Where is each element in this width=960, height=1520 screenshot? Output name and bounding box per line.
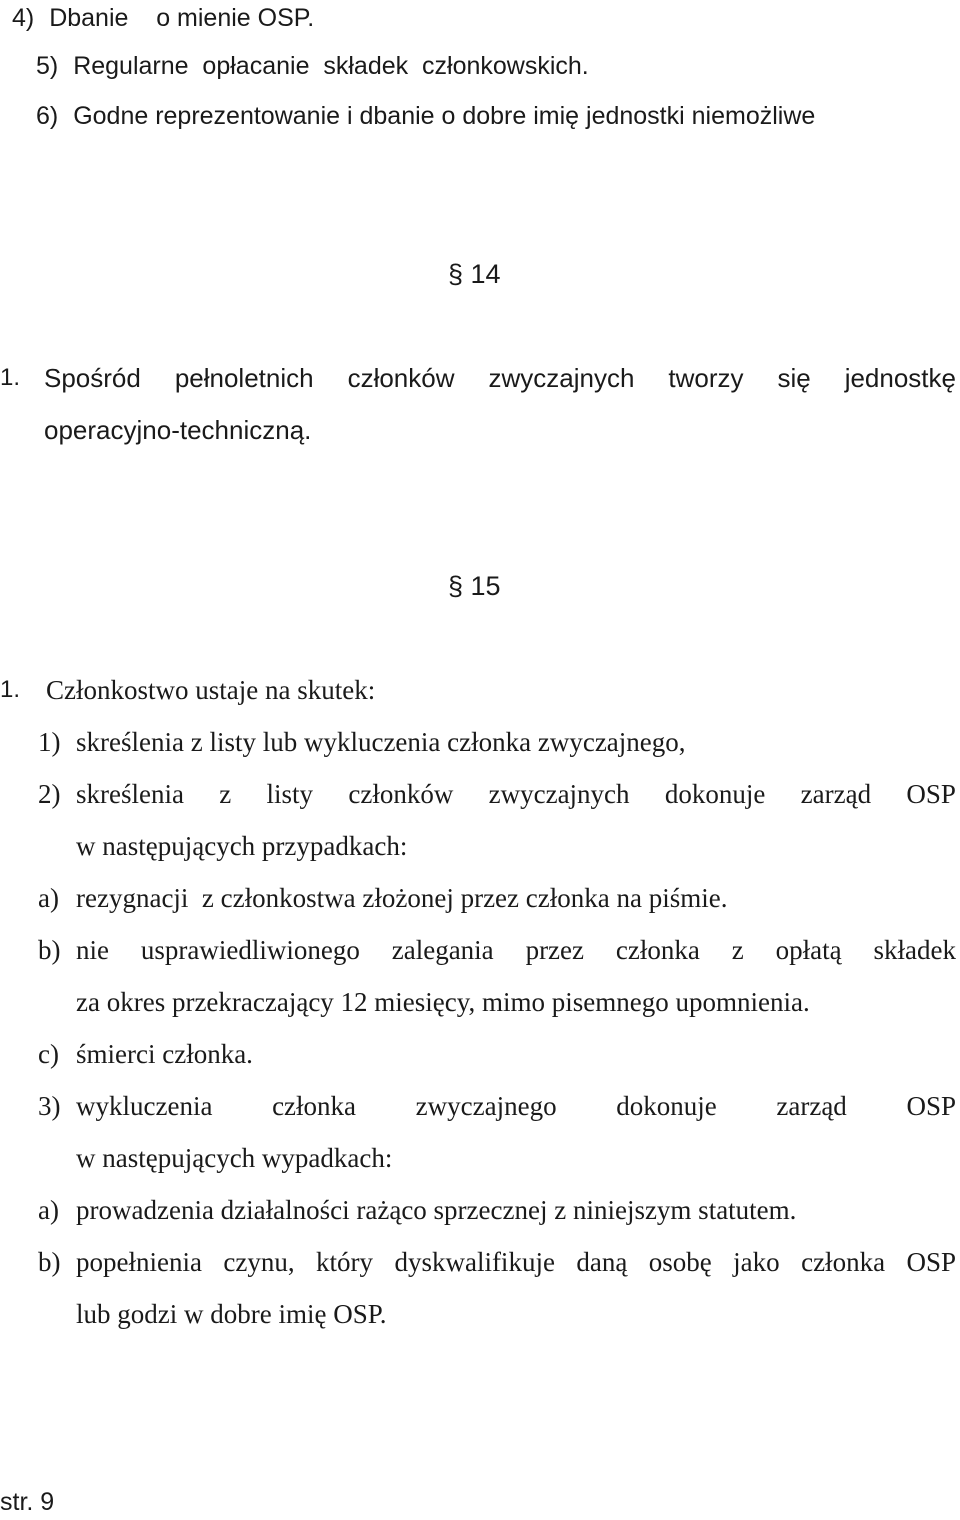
point-2b-line1 xyxy=(76,932,956,968)
word: opłatą xyxy=(775,935,842,965)
section-15-intro: Członkostwo ustaje na skutek: xyxy=(46,675,376,705)
duty-text: Dbanie o mienie OSP. xyxy=(49,4,315,32)
word: z xyxy=(219,779,232,809)
point-3b-line2: lub godzi w dobre imię OSP. xyxy=(76,1299,387,1329)
word: Spośród xyxy=(44,363,141,393)
word: zarząd xyxy=(776,1091,847,1121)
word: OSP xyxy=(906,1091,956,1121)
point-2-line2: w następujących przypadkach: xyxy=(76,831,408,861)
word: zalegania xyxy=(391,935,494,965)
duty-text: Godne reprezentowanie i dbanie o dobre imię jednostki niemożliwe xyxy=(73,102,816,130)
word: dokonuje xyxy=(616,1091,717,1121)
section-15-item-number: 1. xyxy=(0,676,21,703)
section-14-item-number: 1. xyxy=(0,364,21,391)
section-14-paragraph-line2: operacyjno-techniczną. xyxy=(44,415,312,445)
word: nie xyxy=(76,935,109,965)
point-3a-text: prowadzenia działalności rażąco sprzecznej z niniejszym statutem. xyxy=(76,1195,797,1225)
duty-item xyxy=(12,0,314,36)
subpoint-marker: c) xyxy=(38,1039,59,1069)
word: członka xyxy=(615,935,700,965)
duty-number: 4) xyxy=(12,4,35,32)
point-3b-line1 xyxy=(76,1244,956,1280)
word: usprawiedliwionego xyxy=(140,935,360,965)
word: członków xyxy=(347,363,455,393)
duty-number: 5) xyxy=(36,52,59,80)
point-marker: 1) xyxy=(38,727,61,757)
word: jednostkę xyxy=(844,363,956,393)
word: członka xyxy=(272,1091,357,1121)
point-marker: 2) xyxy=(38,779,61,809)
point-2b-line2: za okres przekraczający 12 miesięcy, mimo pisemnego upomnienia. xyxy=(76,987,810,1017)
word: jako xyxy=(733,1247,780,1277)
word: z xyxy=(731,935,744,965)
word: dyskwalifikuje xyxy=(394,1247,555,1277)
point-1-text: skreślenia z listy lub wykluczenia członka zwyczajnego, xyxy=(76,727,686,757)
word: wykluczenia xyxy=(76,1091,213,1121)
point-2-line1 xyxy=(76,776,956,812)
word: daną xyxy=(576,1247,628,1277)
point-marker: 3) xyxy=(38,1091,61,1121)
word: członka xyxy=(801,1247,886,1277)
word: osobę xyxy=(648,1247,712,1277)
subpoint-marker: b) xyxy=(38,1247,61,1277)
word: OSP xyxy=(906,1247,956,1277)
word: zwyczajnych xyxy=(488,779,630,809)
point-3-line2: w następujących wypadkach: xyxy=(76,1143,393,1173)
word: skreślenia xyxy=(76,779,184,809)
word: dokonuje xyxy=(664,779,766,809)
word: popełnienia xyxy=(76,1247,202,1277)
point-2c-text: śmierci członka. xyxy=(76,1039,253,1069)
word: tworzy xyxy=(668,363,744,393)
section-15-heading: § 15 xyxy=(448,571,501,601)
word: czynu, xyxy=(223,1247,295,1277)
word: się xyxy=(777,363,811,393)
word: zwyczajnych xyxy=(488,363,635,393)
word: który xyxy=(316,1247,374,1277)
word: OSP xyxy=(906,779,956,809)
duty-number: 6) xyxy=(36,102,59,130)
word: zwyczajnego xyxy=(415,1091,557,1121)
point-2a-text: rezygnacji z członkostwa złożonej przez członka na piśmie. xyxy=(76,883,728,913)
subpoint-marker: b) xyxy=(38,935,61,965)
section-14-heading: § 14 xyxy=(448,259,501,289)
page-number: str. 9 xyxy=(0,1488,55,1516)
duty-item xyxy=(36,98,815,134)
word: listy xyxy=(266,779,314,809)
section-14-paragraph-line1 xyxy=(44,360,956,396)
subpoint-marker: a) xyxy=(38,1195,59,1225)
duty-text: Regularne opłacanie składek członkowskich. xyxy=(73,52,589,80)
word: składek xyxy=(873,935,956,965)
word: zarząd xyxy=(800,779,872,809)
point-3-line1 xyxy=(76,1088,956,1124)
duty-item xyxy=(36,48,589,84)
word: pełnoletnich xyxy=(174,363,314,393)
word: członków xyxy=(348,779,454,809)
subpoint-marker: a) xyxy=(38,883,59,913)
word: przez xyxy=(525,935,585,965)
